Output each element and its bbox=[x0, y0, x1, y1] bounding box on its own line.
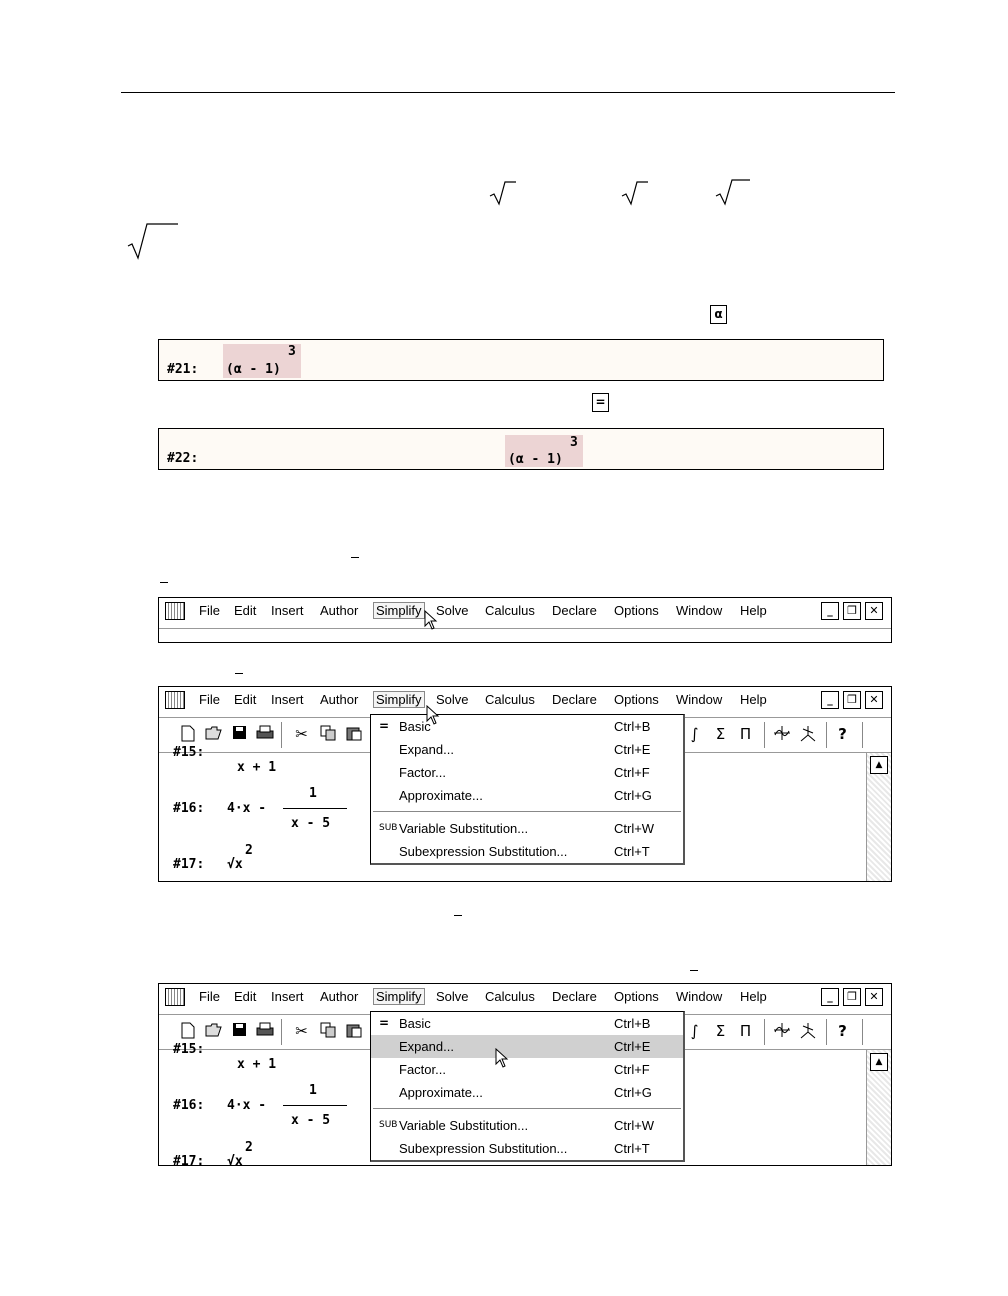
cut-icon[interactable]: ✂ bbox=[295, 1022, 308, 1040]
expression-17-exponent: 2 bbox=[245, 1140, 253, 1155]
toolbar-separator bbox=[862, 1019, 863, 1045]
menu-item-label: Approximate... bbox=[399, 1085, 483, 1100]
menu-item-variable-substitution[interactable] bbox=[371, 1114, 683, 1137]
menu-item-approximate[interactable] bbox=[371, 784, 683, 807]
menu-item-expand[interactable] bbox=[371, 1035, 683, 1058]
menu-solve[interactable]: Solve bbox=[436, 603, 469, 618]
underline-mark bbox=[235, 673, 243, 674]
underline-mark bbox=[160, 582, 168, 583]
menu-window[interactable]: Window bbox=[676, 989, 723, 1004]
toolbar-separator bbox=[281, 1019, 282, 1045]
open-file-icon[interactable] bbox=[205, 725, 222, 743]
derive-window-menubar bbox=[158, 597, 892, 643]
menu-author[interactable]: Author bbox=[320, 989, 359, 1004]
system-menu-icon[interactable] bbox=[165, 691, 185, 709]
entry-label-17: #17: bbox=[173, 1154, 205, 1166]
menu-item-factor[interactable] bbox=[371, 761, 683, 784]
menu-item-shortcut: Ctrl+T bbox=[614, 1141, 650, 1156]
expression-box-22 bbox=[158, 428, 884, 470]
menu-item-label: Subexpression Substitution... bbox=[399, 1141, 568, 1156]
underline-mark bbox=[690, 970, 698, 971]
open-file-icon[interactable] bbox=[205, 1022, 222, 1040]
menu-separator bbox=[373, 811, 681, 813]
entry-label-16: #16: bbox=[173, 1098, 205, 1113]
scroll-up-icon[interactable]: ▲ bbox=[870, 1053, 888, 1071]
paste-icon[interactable] bbox=[345, 725, 362, 743]
exponent-text: 3 bbox=[570, 435, 578, 450]
exponent-text: 3 bbox=[288, 344, 296, 359]
menu-item-variable-substitution[interactable] bbox=[371, 817, 683, 840]
menu-item-shortcut: Ctrl+W bbox=[614, 821, 655, 836]
product-icon[interactable]: Π bbox=[739, 1022, 752, 1040]
menu-solve[interactable]: Solve bbox=[436, 692, 469, 707]
menu-item-label: Variable Substitution... bbox=[399, 1118, 529, 1133]
equals-icon: = bbox=[379, 719, 390, 733]
product-icon[interactable]: Π bbox=[739, 725, 752, 743]
mouse-pointer-icon bbox=[495, 1048, 511, 1070]
restore-icon[interactable]: ❐ bbox=[843, 988, 861, 1006]
radical-sign-3 bbox=[714, 178, 752, 206]
entry-label-16: #16: bbox=[173, 801, 205, 816]
menu-simplify[interactable]: Simplify bbox=[373, 602, 425, 619]
plot-2d-icon[interactable] bbox=[773, 1022, 790, 1040]
menu-item-shortcut: Ctrl+F bbox=[614, 765, 650, 780]
highlighted-expression[interactable] bbox=[505, 435, 583, 467]
menu-calculus[interactable]: Calculus bbox=[485, 603, 535, 618]
menu-calculus[interactable]: Calculus bbox=[485, 989, 535, 1004]
menu-help[interactable]: Help bbox=[740, 603, 767, 618]
print-icon[interactable] bbox=[256, 1022, 273, 1040]
menu-edit[interactable]: Edit bbox=[234, 989, 257, 1004]
menu-item-label: Basic bbox=[399, 719, 431, 734]
mouse-pointer-icon bbox=[424, 610, 440, 632]
radical-sign-4 bbox=[126, 222, 180, 260]
menu-insert[interactable]: Insert bbox=[271, 692, 304, 707]
restore-icon[interactable]: ❐ bbox=[843, 602, 861, 620]
greek-alpha-button-icon[interactable]: α bbox=[710, 305, 727, 324]
menu-item-approximate[interactable] bbox=[371, 1081, 683, 1104]
menu-item-shortcut: Ctrl+G bbox=[614, 1085, 652, 1100]
integral-icon[interactable]: ∫ bbox=[690, 1022, 699, 1040]
new-file-icon[interactable] bbox=[179, 725, 196, 743]
help-icon[interactable]: ? bbox=[838, 725, 847, 743]
new-file-icon[interactable] bbox=[179, 1022, 196, 1040]
plot-3d-icon[interactable] bbox=[799, 1022, 816, 1040]
toolbar-edge bbox=[159, 628, 891, 629]
close-icon[interactable]: ✕ bbox=[865, 691, 883, 709]
menu-bar bbox=[159, 984, 891, 1012]
menu-separator bbox=[373, 1108, 681, 1110]
expression-text: (α - 1) bbox=[508, 452, 563, 467]
menu-item-label: Factor... bbox=[399, 1062, 446, 1077]
expression-16-numerator[interactable]: 1 bbox=[309, 1083, 317, 1098]
integral-icon[interactable]: ∫ bbox=[690, 725, 699, 743]
derive-window-simplify-menu bbox=[158, 686, 892, 882]
highlighted-expression[interactable] bbox=[223, 344, 301, 378]
menu-simplify[interactable]: Simplify bbox=[373, 988, 425, 1005]
save-icon[interactable] bbox=[231, 725, 248, 743]
menu-file[interactable]: File bbox=[199, 692, 220, 707]
expression-16-numerator[interactable]: 1 bbox=[309, 786, 317, 801]
entry-label-17: #17: bbox=[173, 857, 205, 872]
menu-item-shortcut: Ctrl+W bbox=[614, 1118, 655, 1133]
menu-edit[interactable]: Edit bbox=[234, 603, 257, 618]
menu-item-label: Subexpression Substitution... bbox=[399, 844, 568, 859]
menu-item-shortcut: Ctrl+E bbox=[614, 1039, 651, 1054]
entry-label-15: #15: bbox=[173, 745, 205, 760]
menu-calculus[interactable]: Calculus bbox=[485, 692, 535, 707]
toolbar-separator bbox=[764, 722, 765, 748]
menu-bar bbox=[159, 687, 891, 715]
entry-label: #21: bbox=[167, 362, 199, 377]
fraction-bar bbox=[283, 1105, 347, 1106]
menu-item-expand[interactable] bbox=[371, 738, 683, 761]
simplify-equals-button-icon[interactable]: = bbox=[592, 393, 609, 412]
plot-2d-icon[interactable] bbox=[773, 725, 790, 743]
sum-icon[interactable]: Σ bbox=[715, 725, 726, 743]
plot-3d-icon[interactable] bbox=[799, 725, 816, 743]
menu-declare[interactable]: Declare bbox=[552, 692, 597, 707]
menu-item-shortcut: Ctrl+F bbox=[614, 1062, 650, 1077]
vertical-scrollbar[interactable] bbox=[866, 1050, 891, 1165]
menu-file[interactable]: File bbox=[199, 603, 220, 618]
restore-icon[interactable]: ❐ bbox=[843, 691, 861, 709]
expression-17[interactable]: √x bbox=[227, 857, 243, 872]
simplify-dropdown-menu bbox=[370, 714, 685, 865]
substitution-icon: SUB bbox=[379, 1120, 398, 1130]
menu-edit[interactable]: Edit bbox=[234, 692, 257, 707]
menu-window[interactable]: Window bbox=[676, 692, 723, 707]
menu-insert[interactable]: Insert bbox=[271, 603, 304, 618]
menu-item-label: Approximate... bbox=[399, 788, 483, 803]
menu-declare[interactable]: Declare bbox=[552, 989, 597, 1004]
menu-item-label: Variable Substitution... bbox=[399, 821, 529, 836]
minimize-icon[interactable]: _ bbox=[821, 988, 839, 1006]
expression-text: (α - 1) bbox=[226, 362, 281, 377]
menu-item-basic[interactable] bbox=[371, 1012, 683, 1035]
expression-box-21 bbox=[158, 339, 884, 381]
scroll-up-icon[interactable]: ▲ bbox=[870, 756, 888, 774]
menu-help[interactable]: Help bbox=[740, 692, 767, 707]
cut-icon[interactable]: ✂ bbox=[295, 725, 308, 743]
copy-icon[interactable] bbox=[319, 1022, 336, 1040]
menu-item-subexpression-substitution[interactable] bbox=[371, 840, 683, 863]
system-menu-icon[interactable] bbox=[165, 602, 185, 620]
menu-options[interactable]: Options bbox=[614, 692, 659, 707]
expression-15[interactable]: x + 1 bbox=[237, 760, 277, 775]
underline-mark bbox=[454, 915, 462, 916]
menu-simplify[interactable]: Simplify bbox=[373, 691, 425, 708]
simplify-dropdown-menu bbox=[370, 1011, 685, 1162]
menu-item-label: Factor... bbox=[399, 765, 446, 780]
menu-declare[interactable]: Declare bbox=[552, 603, 597, 618]
vertical-scrollbar[interactable] bbox=[866, 753, 891, 881]
menu-item-label: Expand... bbox=[399, 742, 454, 757]
derive-window-expand-hover bbox=[158, 983, 892, 1166]
close-icon[interactable]: ✕ bbox=[865, 602, 883, 620]
system-menu-icon[interactable] bbox=[165, 988, 185, 1006]
minimize-icon[interactable]: _ bbox=[821, 602, 839, 620]
expression-16-lead[interactable]: 4·x - bbox=[227, 801, 267, 816]
save-icon[interactable] bbox=[231, 1022, 248, 1040]
menu-item-label: Basic bbox=[399, 1016, 431, 1031]
menu-file[interactable]: File bbox=[199, 989, 220, 1004]
entry-label: #22: bbox=[167, 451, 199, 466]
menu-item-subexpression-substitution[interactable] bbox=[371, 1137, 683, 1160]
copy-icon[interactable] bbox=[319, 725, 336, 743]
menu-item-shortcut: Ctrl+G bbox=[614, 788, 652, 803]
menu-item-factor[interactable] bbox=[371, 1058, 683, 1081]
menu-insert[interactable]: Insert bbox=[271, 989, 304, 1004]
expression-16-denominator[interactable]: x - 5 bbox=[291, 1113, 331, 1128]
underline-mark bbox=[351, 557, 359, 558]
toolbar-separator bbox=[764, 1019, 765, 1045]
menu-bar bbox=[159, 598, 891, 626]
help-icon[interactable]: ? bbox=[838, 1022, 847, 1040]
expression-16-lead[interactable]: 4·x - bbox=[227, 1098, 267, 1113]
close-icon[interactable]: ✕ bbox=[865, 988, 883, 1006]
minimize-icon[interactable]: _ bbox=[821, 691, 839, 709]
toolbar-separator bbox=[826, 722, 827, 748]
menu-options[interactable]: Options bbox=[614, 603, 659, 618]
paste-icon[interactable] bbox=[345, 1022, 362, 1040]
menu-help[interactable]: Help bbox=[740, 989, 767, 1004]
menu-item-shortcut: Ctrl+B bbox=[614, 1016, 651, 1031]
menu-item-basic[interactable] bbox=[371, 715, 683, 738]
expression-15[interactable]: x + 1 bbox=[237, 1057, 277, 1072]
menu-item-shortcut: Ctrl+E bbox=[614, 742, 651, 757]
toolbar-separator bbox=[826, 1019, 827, 1045]
menu-options[interactable]: Options bbox=[614, 989, 659, 1004]
print-icon[interactable] bbox=[256, 725, 273, 743]
expression-17[interactable]: √x bbox=[227, 1154, 243, 1166]
header-rule bbox=[121, 92, 895, 93]
expression-16-denominator[interactable]: x - 5 bbox=[291, 816, 331, 831]
equals-icon: = bbox=[379, 1016, 390, 1030]
toolbar-separator bbox=[862, 722, 863, 748]
sum-icon[interactable]: Σ bbox=[715, 1022, 726, 1040]
menu-author[interactable]: Author bbox=[320, 692, 359, 707]
menu-author[interactable]: Author bbox=[320, 603, 359, 618]
radical-sign-2 bbox=[620, 180, 650, 206]
menu-item-shortcut: Ctrl+T bbox=[614, 844, 650, 859]
entry-label-15: #15: bbox=[173, 1042, 205, 1057]
menu-item-shortcut: Ctrl+B bbox=[614, 719, 651, 734]
menu-solve[interactable]: Solve bbox=[436, 989, 469, 1004]
toolbar-separator bbox=[281, 722, 282, 748]
expression-17-exponent: 2 bbox=[245, 843, 253, 858]
menu-item-label: Expand... bbox=[399, 1039, 454, 1054]
substitution-icon: SUB bbox=[379, 823, 398, 833]
menu-window[interactable]: Window bbox=[676, 603, 723, 618]
fraction-bar bbox=[283, 808, 347, 809]
radical-sign-1 bbox=[488, 180, 518, 206]
mouse-pointer-icon bbox=[426, 705, 442, 727]
